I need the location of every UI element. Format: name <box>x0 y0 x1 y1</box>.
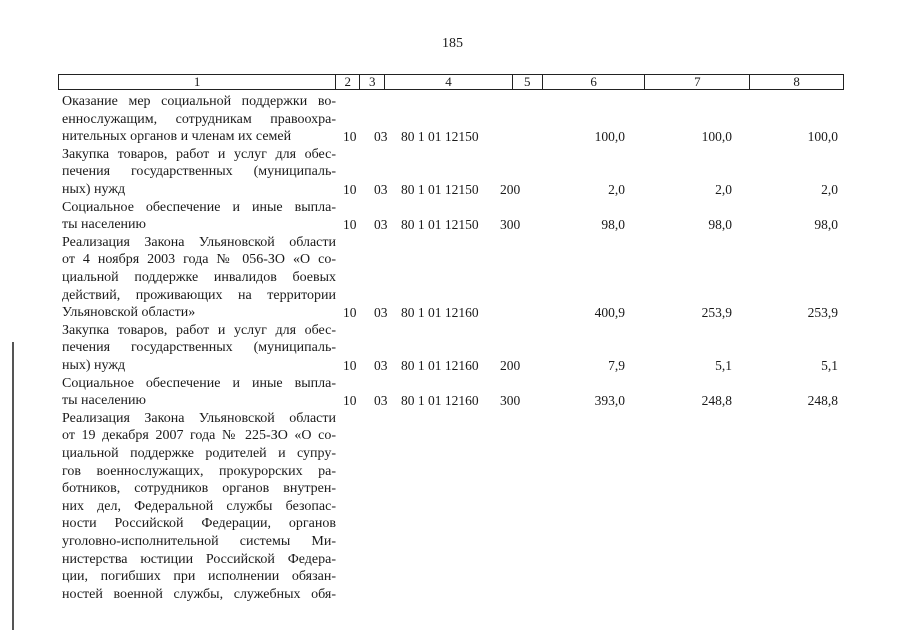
row-description-line: от 4 ноября 2003 года № 056-ЗО «О со- <box>62 252 336 268</box>
cell-y2: 2,0 <box>715 182 732 197</box>
row-description-line: ции, погибших при исполнении обязан- <box>62 569 336 585</box>
cell-vr: 200 <box>500 358 521 373</box>
table-row <box>0 515 905 533</box>
column-header-6: 6 <box>543 75 646 89</box>
cell-y2: 98,0 <box>708 217 732 233</box>
cell-y1: 393,0 <box>594 393 625 409</box>
cell-y1: 100,0 <box>594 129 625 145</box>
table-row <box>0 287 905 305</box>
table-row <box>0 445 905 463</box>
table-row <box>0 463 905 481</box>
row-description-line: нистерства юстиции Российской Федера- <box>62 551 336 567</box>
row-description-line: ботников, сотрудников органов внутрен- <box>62 481 336 497</box>
cell-csr: 80 1 01 12160 <box>401 358 479 373</box>
row-description-line: циальной поддержке родителей и супру- <box>62 446 336 461</box>
row-description-line: ных) нужд <box>62 358 126 373</box>
cell-podrazdel: 03 <box>374 358 388 373</box>
cell-podrazdel: 03 <box>374 393 388 409</box>
table-row <box>0 234 905 252</box>
cell-vr: 300 <box>500 217 521 233</box>
table-row <box>0 322 905 340</box>
table-row <box>0 163 905 181</box>
column-header-1: 1 <box>59 75 336 89</box>
row-description-line: действий, проживающих на территории <box>62 287 336 303</box>
row-description-line: гов военнослужащих, прокурорских ра- <box>62 463 336 479</box>
cell-y3: 253,9 <box>807 305 838 321</box>
cell-razdel: 10 <box>343 358 357 373</box>
table-row <box>0 111 905 129</box>
table-row <box>0 551 905 569</box>
table-header-row <box>58 74 844 90</box>
table-row <box>0 199 905 217</box>
table-row <box>0 498 905 516</box>
column-header-5: 5 <box>513 75 543 89</box>
cell-razdel: 10 <box>343 393 357 409</box>
row-description-line: еннослужащим, сотрудникам правоохра- <box>62 111 336 127</box>
cell-y2: 248,8 <box>701 393 732 409</box>
table-row <box>0 181 905 199</box>
row-description-line: Реализация Закона Ульяновской области <box>62 410 336 426</box>
cell-podrazdel: 03 <box>374 217 388 233</box>
cell-y1: 2,0 <box>608 182 625 197</box>
column-header-7: 7 <box>645 75 750 89</box>
cell-csr: 80 1 01 12160 <box>401 305 479 321</box>
row-description-line: нительных органов и членам их семей <box>62 129 292 145</box>
row-description-line: Реализация Закона Ульяновской области <box>62 234 336 250</box>
cell-y2: 5,1 <box>715 358 732 373</box>
row-description-line: Закупка товаров, работ и услуг для обес- <box>62 322 336 338</box>
cell-podrazdel: 03 <box>374 182 388 197</box>
page-number: 185 <box>442 36 463 51</box>
cell-vr: 300 <box>500 393 521 409</box>
column-header-4: 4 <box>385 75 513 89</box>
table-row <box>0 586 905 604</box>
column-header-2: 2 <box>336 75 360 89</box>
cell-y2: 253,9 <box>701 305 732 321</box>
row-description-line: Закупка товаров, работ и услуг для обес- <box>62 146 336 162</box>
table-row <box>0 93 905 111</box>
row-description-line: ностей военной службы, служебных обя- <box>62 586 336 602</box>
cell-razdel: 10 <box>343 217 357 233</box>
column-header-3: 3 <box>360 75 385 89</box>
row-description-line: Оказание мер социальной поддержки во- <box>62 94 336 109</box>
row-description-line: печения государственных (муниципаль- <box>62 164 336 180</box>
cell-csr: 80 1 01 12150 <box>401 217 479 233</box>
cell-podrazdel: 03 <box>374 129 388 145</box>
cell-y3: 248,8 <box>807 393 838 409</box>
row-description-line: уголовно-исполнительной системы Ми- <box>62 534 336 549</box>
cell-razdel: 10 <box>343 129 357 145</box>
cell-razdel: 10 <box>343 305 357 321</box>
table-row <box>0 427 905 445</box>
row-description-line: Социальное обеспечение и иные выпла- <box>62 375 336 391</box>
cell-csr: 80 1 01 12150 <box>401 129 479 145</box>
row-description-line: печения государственных (муниципаль- <box>62 340 336 356</box>
scan-margin-line <box>12 342 14 630</box>
table-row <box>0 339 905 357</box>
cell-y3: 98,0 <box>814 217 838 233</box>
cell-razdel: 10 <box>343 182 357 197</box>
table-row <box>0 146 905 164</box>
table-row <box>0 216 905 234</box>
cell-y1: 400,9 <box>594 305 625 321</box>
table-row <box>0 269 905 287</box>
table-row <box>0 480 905 498</box>
row-description-line: ности Российской Федерации, органов <box>62 516 336 532</box>
row-description-line: ных) нужд <box>62 182 126 197</box>
row-description-line: них дел, Федеральной службы безопас- <box>62 498 336 514</box>
cell-csr: 80 1 01 12160 <box>401 393 479 409</box>
row-description-line: от 19 декабря 2007 года № 225-ЗО «О со- <box>62 428 336 444</box>
cell-y3: 2,0 <box>821 182 838 197</box>
row-description-line: Социальное обеспечение и иные выпла- <box>62 199 336 215</box>
table-row <box>0 568 905 586</box>
cell-y1: 7,9 <box>608 358 625 373</box>
table-row <box>0 533 905 551</box>
cell-vr: 200 <box>500 182 521 197</box>
row-description-line: Ульяновской области» <box>62 305 196 321</box>
row-description-line: ты населению <box>62 393 146 409</box>
table-row <box>0 251 905 269</box>
table-row <box>0 304 905 322</box>
cell-y1: 98,0 <box>601 217 625 233</box>
table-row <box>0 392 905 410</box>
table-row <box>0 128 905 146</box>
cell-csr: 80 1 01 12150 <box>401 182 479 197</box>
table-row <box>0 357 905 375</box>
row-description-line: циальной поддержке инвалидов боевых <box>62 270 336 285</box>
cell-y3: 100,0 <box>807 129 838 145</box>
column-header-8: 8 <box>793 74 800 89</box>
table-row <box>0 410 905 428</box>
cell-podrazdel: 03 <box>374 305 388 321</box>
cell-y2: 100,0 <box>701 129 732 145</box>
row-description-line: ты населению <box>62 217 146 233</box>
cell-y3: 5,1 <box>821 358 838 373</box>
table-row <box>0 375 905 393</box>
